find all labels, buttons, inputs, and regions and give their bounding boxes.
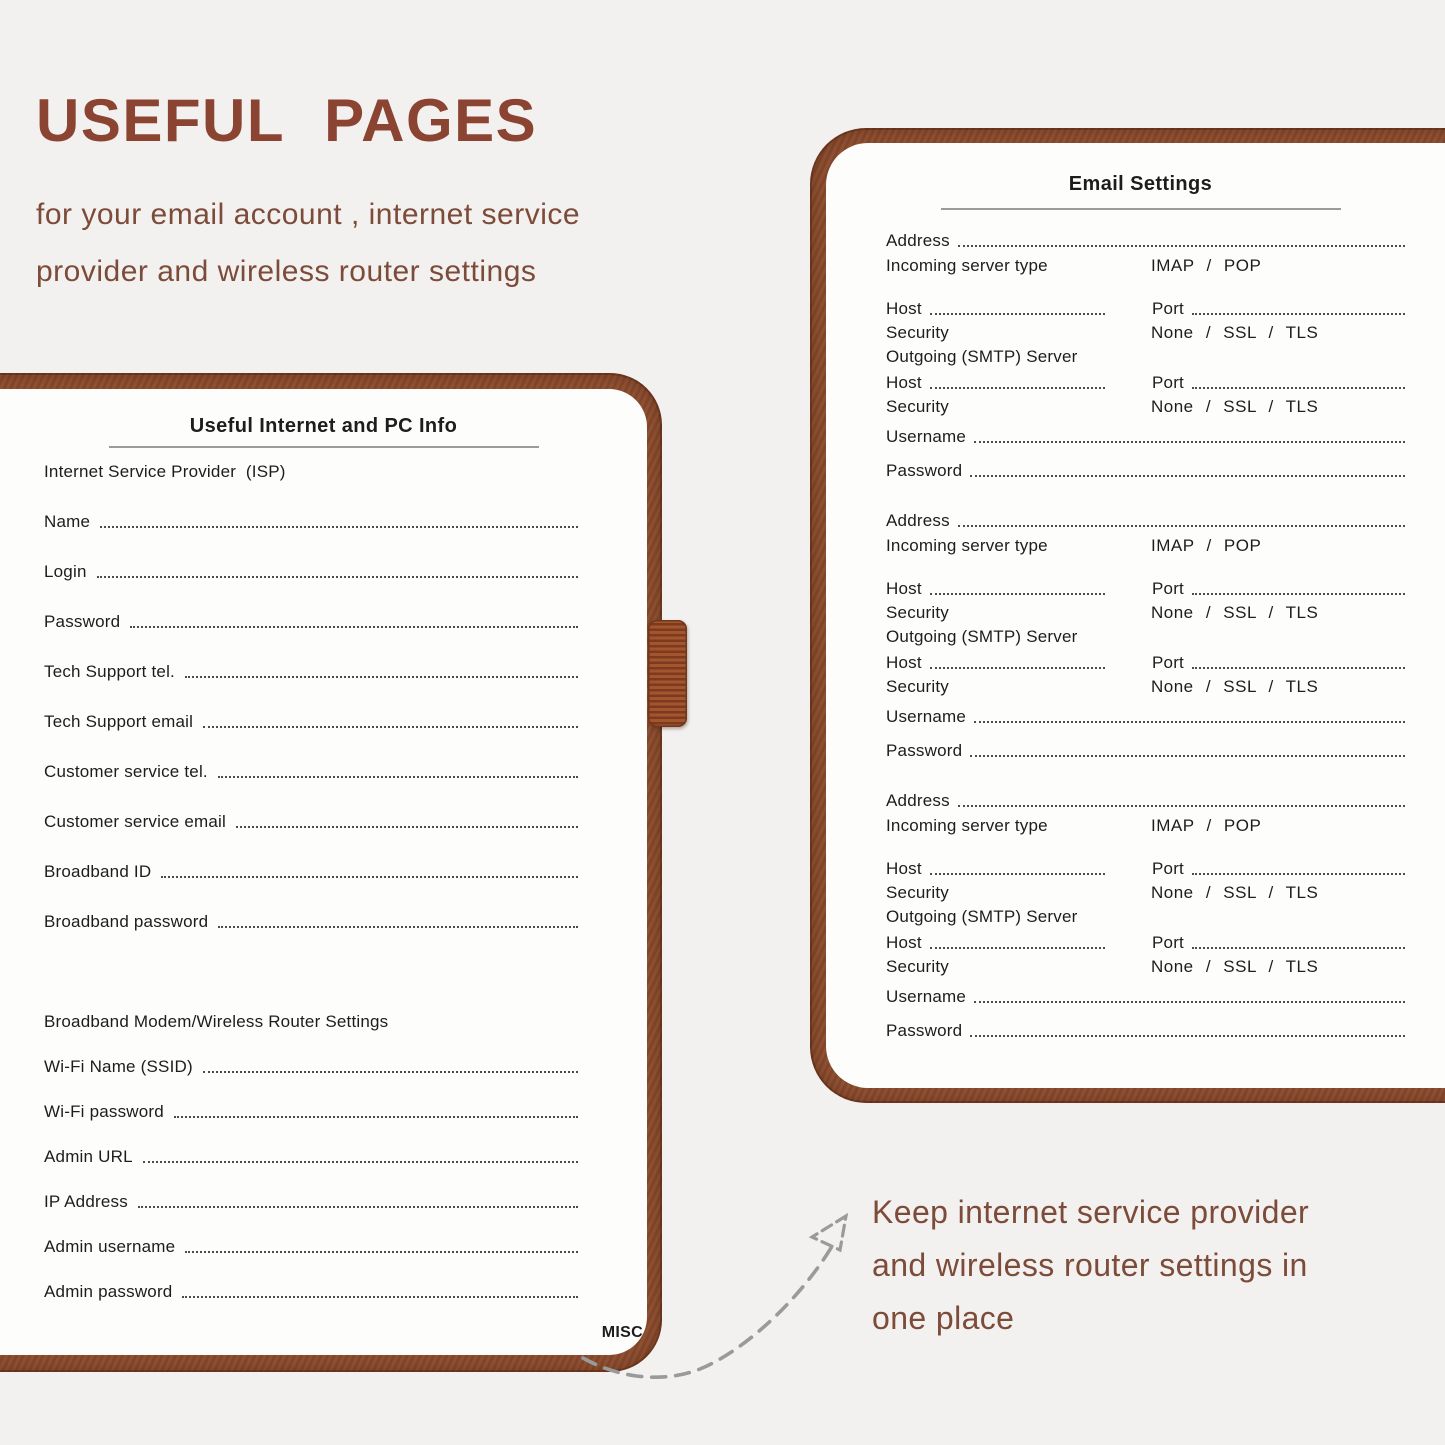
security-options: None / SSL / TLS bbox=[1151, 883, 1319, 902]
dotted-fill-line bbox=[1192, 873, 1405, 875]
dotted-fill-line bbox=[930, 667, 1105, 669]
dotted-fill-line bbox=[174, 1116, 578, 1118]
incoming-server-type-row: Incoming server type IMAP / POP bbox=[886, 256, 1262, 275]
field-row-admin-url: Admin URL bbox=[44, 1122, 578, 1167]
dotted-fill-line bbox=[930, 387, 1105, 389]
dotted-fill-line bbox=[930, 873, 1105, 875]
incoming-security-row: Security None / SSL / TLS bbox=[886, 883, 1319, 902]
dotted-fill-line bbox=[1192, 593, 1405, 595]
email-address-row: Address bbox=[886, 509, 1405, 531]
password-row: Password bbox=[886, 737, 1405, 761]
dotted-fill-line bbox=[974, 1001, 1405, 1003]
incoming-host-port-row: Host Port bbox=[886, 295, 1405, 319]
left-page bbox=[0, 389, 647, 1355]
right-title-rule bbox=[941, 208, 1341, 210]
outgoing-server-header-row: Outgoing (SMTP) Server bbox=[886, 907, 1078, 926]
imap-pop-options: IMAP / POP bbox=[1151, 816, 1262, 835]
incoming-security-row: Security None / SSL / TLS bbox=[886, 323, 1319, 342]
dotted-fill-line bbox=[974, 441, 1405, 443]
username-row: Username bbox=[886, 983, 1405, 1007]
outgoing-host-port-row: Host Port bbox=[886, 647, 1405, 673]
left-page-form bbox=[44, 447, 578, 1302]
callout-line2: and wireless router settings in bbox=[872, 1247, 1308, 1283]
dotted-fill-line bbox=[236, 826, 578, 828]
incoming-host-port-row: Host Port bbox=[886, 575, 1405, 599]
page-tab-label: MISC bbox=[601, 1324, 643, 1341]
dotted-fill-line bbox=[930, 947, 1105, 949]
dotted-fill-line bbox=[970, 1035, 1405, 1037]
dotted-fill-line bbox=[1192, 313, 1405, 315]
dotted-fill-line bbox=[970, 755, 1405, 757]
email-settings-form bbox=[886, 229, 1405, 1069]
security-options: None / SSL / TLS bbox=[1151, 957, 1319, 976]
dotted-fill-line bbox=[182, 1296, 578, 1298]
field-row-ip-address: IP Address bbox=[44, 1167, 578, 1212]
dotted-fill-line bbox=[974, 721, 1405, 723]
imap-pop-options: IMAP / POP bbox=[1151, 536, 1262, 555]
dotted-fill-line bbox=[185, 1251, 578, 1253]
router-section-header-row bbox=[44, 932, 578, 1032]
outgoing-server-header-row: Outgoing (SMTP) Server bbox=[886, 347, 1078, 366]
outgoing-host-port-row: Host Port bbox=[886, 367, 1405, 393]
outgoing-host-port-row: Host Port bbox=[886, 927, 1405, 953]
page-subtitle-line2: provider and wireless router settings bbox=[36, 255, 537, 288]
security-options: None / SSL / TLS bbox=[1151, 603, 1319, 622]
dotted-fill-line bbox=[970, 475, 1405, 477]
dotted-fill-line bbox=[930, 313, 1105, 315]
outgoing-security-row: Security None / SSL / TLS bbox=[886, 677, 1319, 696]
dotted-fill-line bbox=[958, 245, 1405, 247]
dotted-fill-line bbox=[143, 1161, 578, 1163]
dotted-fill-line bbox=[1192, 387, 1405, 389]
email-account-block bbox=[886, 509, 1405, 761]
outgoing-server-header-row: Outgoing (SMTP) Server bbox=[886, 627, 1078, 646]
field-row-customer-service-email: Customer service email bbox=[44, 782, 578, 832]
dotted-fill-line bbox=[203, 726, 578, 728]
incoming-security-row: Security None / SSL / TLS bbox=[886, 603, 1319, 622]
right-page bbox=[826, 143, 1445, 1088]
username-row: Username bbox=[886, 423, 1405, 447]
callout-block bbox=[872, 1186, 1309, 1345]
dotted-fill-line bbox=[185, 676, 578, 678]
incoming-host-port-row: Host Port bbox=[886, 855, 1405, 879]
field-row-wifi-password: Wi-Fi password bbox=[44, 1077, 578, 1122]
field-row-broadband-id: Broadband ID bbox=[44, 832, 578, 882]
pen-loop-icon bbox=[648, 620, 687, 727]
username-row: Username bbox=[886, 703, 1405, 727]
callout-line3: one place bbox=[872, 1300, 1015, 1336]
password-row: Password bbox=[886, 457, 1405, 481]
field-row-broadband-password: Broadband password bbox=[44, 882, 578, 932]
page-subtitle-line1: for your email account , internet service bbox=[36, 198, 581, 231]
callout-line1: Keep internet service provider bbox=[872, 1194, 1310, 1230]
dotted-fill-line bbox=[218, 776, 578, 778]
right-page-title: Email Settings bbox=[1068, 173, 1213, 195]
incoming-server-type-row: Incoming server type IMAP / POP bbox=[886, 536, 1262, 555]
isp-section-header: Internet Service Provider (ISP) bbox=[44, 462, 286, 481]
email-address-row: Address bbox=[886, 229, 1405, 251]
security-options: None / SSL / TLS bbox=[1151, 397, 1319, 416]
field-row-customer-service-tel: Customer service tel. bbox=[44, 732, 578, 782]
dotted-fill-line bbox=[1192, 947, 1405, 949]
email-account-block bbox=[886, 789, 1405, 1041]
field-row-admin-password: Admin password bbox=[44, 1257, 578, 1302]
isp-section-header-row bbox=[44, 447, 578, 482]
outgoing-security-row: Security None / SSL / TLS bbox=[886, 957, 1319, 976]
field-row-name: Name bbox=[44, 482, 578, 532]
email-account-block bbox=[886, 229, 1405, 481]
dotted-fill-line bbox=[930, 593, 1105, 595]
imap-pop-options: IMAP / POP bbox=[1151, 256, 1262, 275]
security-options: None / SSL / TLS bbox=[1151, 323, 1319, 342]
dotted-fill-line bbox=[958, 805, 1405, 807]
field-row-password: Password bbox=[44, 582, 578, 632]
dotted-fill-line bbox=[203, 1071, 578, 1073]
notebook-right-cover bbox=[810, 128, 1445, 1103]
page-title: USEFUL PAGES bbox=[36, 87, 538, 154]
outgoing-security-row: Security None / SSL / TLS bbox=[886, 397, 1319, 416]
dotted-fill-line bbox=[130, 626, 578, 628]
dotted-fill-line bbox=[138, 1206, 578, 1208]
dotted-fill-line bbox=[100, 526, 578, 528]
intro-block bbox=[36, 87, 581, 300]
security-options: None / SSL / TLS bbox=[1151, 677, 1319, 696]
password-row: Password bbox=[886, 1017, 1405, 1041]
field-row-wifi-name: Wi-Fi Name (SSID) bbox=[44, 1032, 578, 1077]
left-page-title: Useful Internet and PC Info bbox=[189, 415, 458, 437]
field-row-tech-support-tel: Tech Support tel. bbox=[44, 632, 578, 682]
dotted-fill-line bbox=[218, 926, 578, 928]
notebook-left-cover bbox=[0, 373, 662, 1372]
incoming-server-type-row: Incoming server type IMAP / POP bbox=[886, 816, 1262, 835]
field-row-admin-username: Admin username bbox=[44, 1212, 578, 1257]
dotted-fill-line bbox=[97, 576, 578, 578]
email-address-row: Address bbox=[886, 789, 1405, 811]
field-row-tech-support-email: Tech Support email bbox=[44, 682, 578, 732]
dotted-fill-line bbox=[161, 876, 578, 878]
router-section-header: Broadband Modem/Wireless Router Settings bbox=[44, 1012, 389, 1031]
field-row-login: Login bbox=[44, 532, 578, 582]
dotted-fill-line bbox=[1192, 667, 1405, 669]
dotted-fill-line bbox=[958, 525, 1405, 527]
